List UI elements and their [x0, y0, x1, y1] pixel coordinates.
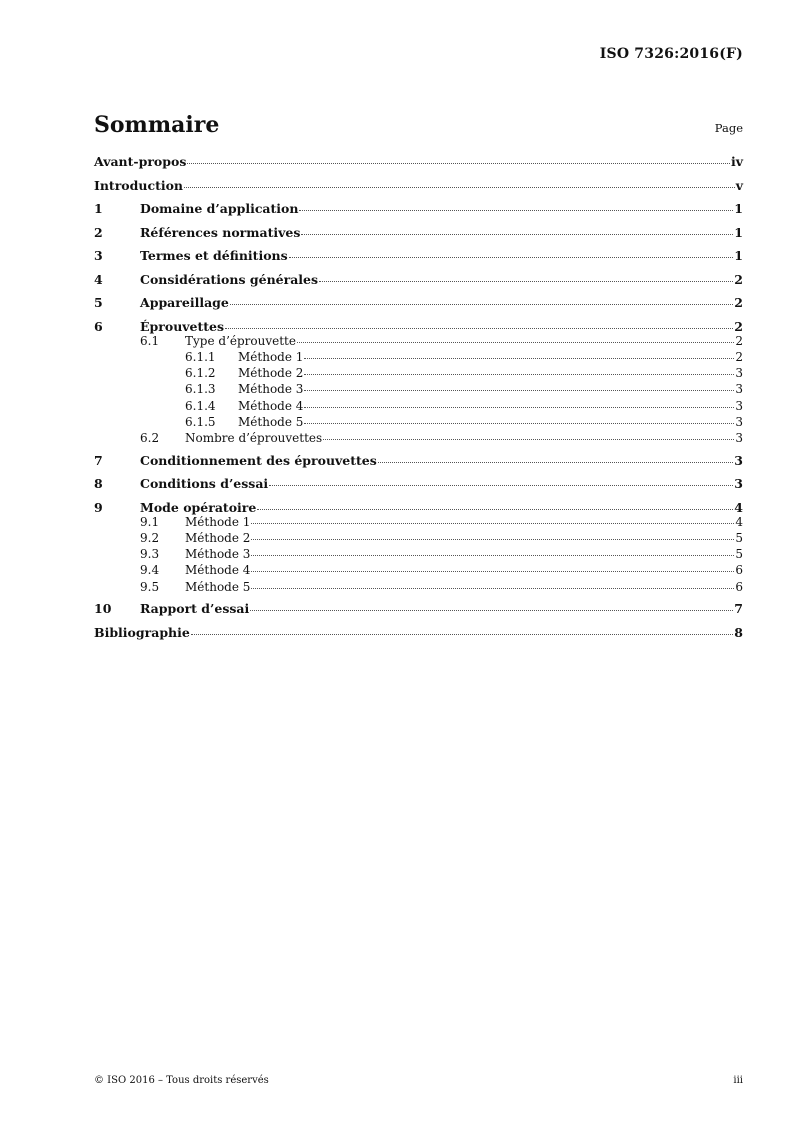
toc-entry-number: 8: [94, 476, 103, 492]
dot-leader: [251, 539, 734, 540]
toc-entry-page: iv: [730, 154, 743, 169]
toc-entry-number: 9: [94, 499, 103, 515]
copyright-notice: © ISO 2016 – Tous droits réservés: [94, 1075, 269, 1086]
dot-leader: [184, 187, 735, 188]
toc-heading-row: [94, 112, 743, 138]
toc-entry-label: Méthode 2: [185, 530, 251, 545]
toc-entry-page: 1: [734, 248, 743, 263]
toc-entry-bibliographie[interactable]: [94, 625, 743, 640]
dot-leader: [299, 210, 733, 211]
toc-entry-7[interactable]: [94, 453, 743, 468]
dot-leader: [289, 257, 734, 258]
toc-entry-label: Conditionnement des éprouvettes: [140, 452, 377, 468]
toc-entry-8[interactable]: [94, 476, 743, 491]
toc-entry-number: 6: [94, 318, 103, 334]
toc-entry-page: 3: [735, 414, 743, 429]
toc-entry-number: 2: [94, 224, 103, 240]
toc-entry-label: Méthode 3: [238, 382, 304, 397]
toc-entry-page: 7: [734, 601, 743, 617]
toc-entry-label: Mode opératoire: [140, 499, 257, 515]
toc-entry-6-1[interactable]: [94, 334, 743, 350]
toc-entry-6-1-5[interactable]: [94, 415, 743, 431]
dot-leader: [297, 342, 734, 343]
toc-entry-label: Méthode 3: [185, 547, 251, 562]
toc-entry-number: 9.5: [140, 579, 160, 594]
toc-entry-6-1-2[interactable]: [94, 366, 743, 382]
toc-title: Sommaire: [94, 112, 220, 138]
toc-entry-4[interactable]: [94, 272, 743, 287]
toc-entry-6-1-1[interactable]: [94, 350, 743, 366]
toc-entry-page: 2: [735, 333, 743, 348]
toc-entry-page: 2: [734, 295, 743, 310]
page-footer: [94, 1075, 743, 1086]
toc-entry-number: 6.1.3: [185, 382, 216, 397]
toc-entry-number: 9.2: [140, 530, 160, 545]
toc-entry-label: Avant-propos: [94, 154, 187, 169]
dot-leader: [257, 509, 733, 510]
dot-leader: [304, 390, 734, 391]
toc-entry-number: 6.2: [140, 431, 160, 446]
toc-entry-page: 3: [735, 382, 743, 397]
toc-entry-9-1[interactable]: [94, 515, 743, 531]
toc-entry-page: 3: [734, 452, 743, 468]
dot-leader: [323, 439, 734, 440]
toc-entry-page: 6: [735, 579, 743, 594]
dot-leader: [304, 358, 734, 359]
toc-entry-page: v: [735, 177, 743, 193]
toc-entry-9-5[interactable]: [94, 580, 743, 596]
toc-entry-number: 9.4: [140, 563, 160, 578]
toc-entry-3[interactable]: [94, 248, 743, 263]
dot-leader: [251, 588, 734, 589]
toc-entry-label: Appareillage: [140, 295, 229, 310]
toc-entry-page: 5: [735, 547, 743, 562]
toc-entry-label: Considérations générales: [140, 271, 319, 287]
dot-leader: [251, 571, 734, 572]
toc-entry-number: 3: [94, 248, 103, 263]
dot-leader: [191, 634, 733, 635]
dot-leader: [187, 163, 730, 164]
dot-leader: [304, 407, 734, 408]
toc-entry-number: 10: [94, 601, 112, 617]
table-of-contents: [94, 154, 743, 640]
toc-entry-label: Références normatives: [140, 224, 301, 240]
page-number: iii: [733, 1075, 743, 1086]
toc-entry-number: 7: [94, 452, 103, 468]
toc-entry-number: 6.1.1: [185, 349, 216, 364]
toc-entry-10[interactable]: [94, 601, 743, 616]
toc-entry-number: 6.1.5: [185, 414, 216, 429]
dot-leader: [319, 281, 733, 282]
toc-entry-label: Méthode 5: [238, 414, 304, 429]
toc-entry-label: Méthode 1: [238, 349, 304, 364]
toc-entry-page: 2: [734, 271, 743, 287]
toc-entry-avant-propos[interactable]: [94, 154, 743, 169]
dot-leader: [269, 485, 733, 486]
toc-entry-9-4[interactable]: [94, 563, 743, 579]
toc-entry-number: 1: [94, 201, 103, 216]
toc-entry-9[interactable]: [94, 500, 743, 515]
dot-leader: [230, 304, 733, 305]
dot-leader: [301, 234, 733, 235]
dot-leader: [250, 610, 733, 611]
toc-entry-page: 4: [734, 499, 743, 515]
toc-entry-label: Méthode 4: [238, 398, 304, 413]
toc-entry-page: 2: [734, 318, 743, 334]
document-id: ISO 7326:2016(F): [599, 46, 743, 62]
toc-entry-number: 9.3: [140, 547, 160, 562]
toc-entry-6[interactable]: [94, 319, 743, 334]
dot-leader: [251, 523, 734, 524]
toc-entry-label: Termes et définitions: [140, 248, 288, 263]
toc-entry-label: Méthode 2: [238, 366, 304, 381]
toc-entry-label: Bibliographie: [94, 624, 190, 640]
toc-page-column-label: Page: [714, 121, 743, 135]
toc-entry-page: 3: [734, 476, 743, 492]
toc-entry-page: 3: [735, 366, 743, 381]
toc-entry-page: 6: [735, 563, 743, 578]
toc-entry-page: 1: [734, 201, 743, 216]
dot-leader: [225, 328, 733, 329]
toc-entry-label: Introduction: [94, 177, 184, 193]
toc-entry-label: Méthode 1: [185, 514, 251, 529]
toc-entry-number: 9.1: [140, 514, 160, 529]
toc-entry-label: Méthode 5: [185, 579, 251, 594]
dot-leader: [378, 462, 734, 463]
toc-entry-number: 6.1.2: [185, 366, 216, 381]
toc-entry-label: Conditions d’essai: [140, 476, 269, 492]
toc-entry-5[interactable]: [94, 295, 743, 310]
toc-entry-page: 2: [735, 349, 743, 364]
toc-entry-label: Domaine d’application: [140, 201, 299, 216]
toc-entry-9-3[interactable]: [94, 547, 743, 563]
toc-entry-2[interactable]: [94, 225, 743, 240]
toc-entry-6-2[interactable]: [94, 431, 743, 447]
toc-entry-number: 6.1.4: [185, 398, 216, 413]
toc-entry-introduction[interactable]: [94, 178, 743, 193]
toc-entry-page: 3: [735, 398, 743, 413]
toc-entry-label: Méthode 4: [185, 563, 251, 578]
toc-entry-label: Nombre d’éprouvettes: [185, 431, 323, 446]
toc-entry-6-1-4[interactable]: [94, 399, 743, 415]
toc-entry-page: 5: [735, 530, 743, 545]
toc-entry-number: 4: [94, 271, 103, 287]
toc-entry-page: 8: [734, 624, 743, 640]
toc-entry-page: 4: [735, 514, 743, 529]
dot-leader: [304, 423, 734, 424]
toc-entry-label: Type d’éprouvette: [185, 333, 296, 348]
toc-entry-6-1-3[interactable]: [94, 382, 743, 398]
dot-leader: [304, 374, 734, 375]
dot-leader: [251, 555, 734, 556]
toc-entry-1[interactable]: [94, 201, 743, 216]
toc-entry-number: 5: [94, 295, 103, 310]
toc-entry-page: 1: [734, 224, 743, 240]
toc-entry-label: Éprouvettes: [140, 318, 225, 334]
toc-entry-label: Rapport d’essai: [140, 601, 250, 617]
toc-entry-9-2[interactable]: [94, 531, 743, 547]
toc-entry-number: 6.1: [140, 333, 160, 348]
toc-entry-page: 3: [735, 431, 743, 446]
